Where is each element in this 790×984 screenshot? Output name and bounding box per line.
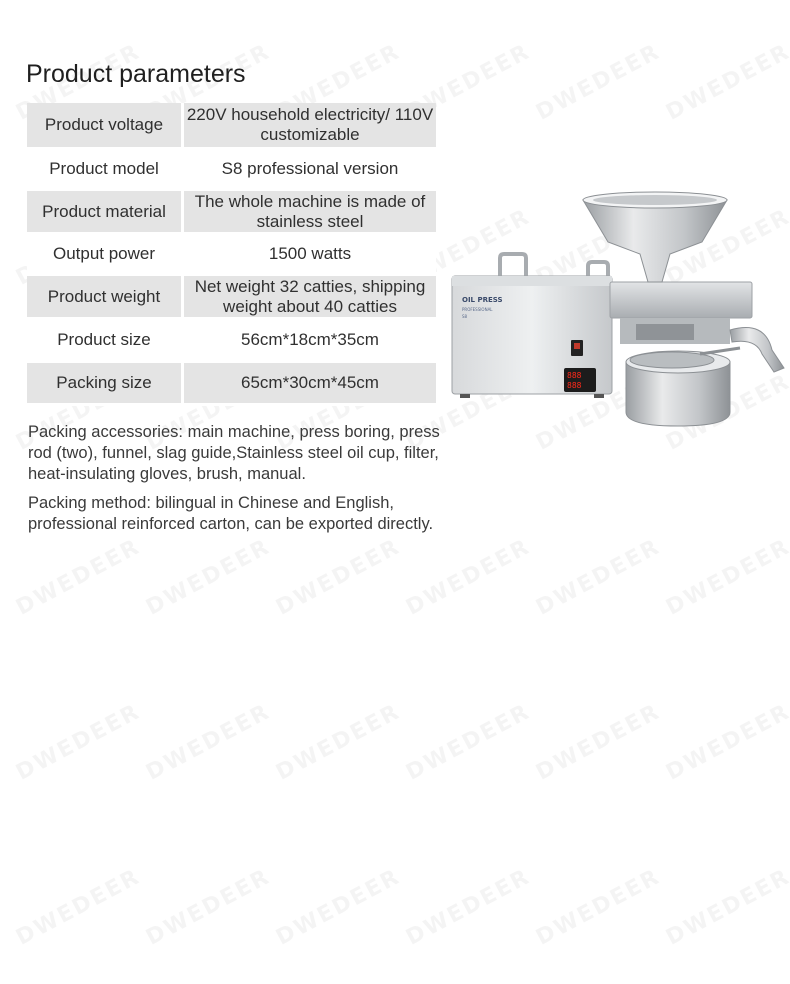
packing-accessories-text: Packing accessories: main machine, press boring, press rod (two), funnel, slag guide,Stainless steel oil cup, filter, heat-insulating gloves, brush, manual.	[28, 423, 440, 483]
table-row	[27, 191, 436, 235]
watermark-text	[532, 699, 665, 785]
watermark-text	[662, 864, 790, 950]
param-label: Product size	[27, 320, 184, 363]
param-label: Product weight	[27, 276, 184, 320]
funnel	[583, 200, 727, 282]
param-label: Output power	[27, 235, 184, 276]
table-row	[27, 235, 436, 276]
param-value: Net weight 32 catties, shipping weight about 40 catties	[184, 276, 436, 320]
watermark-text	[12, 864, 145, 950]
watermark-text	[402, 699, 535, 785]
watermark-text	[272, 699, 405, 785]
watermark-text	[532, 39, 665, 125]
machine-brand-label: OIL PRESS	[462, 296, 503, 304]
packing-method-text: Packing method: bilingual in Chinese and English, professional reinforced carton, can be exported directly.	[28, 494, 434, 533]
table-row	[27, 276, 436, 320]
oil-press-machine-image	[440, 190, 790, 435]
machine-line-label: PROFESSIONAL	[462, 307, 493, 312]
watermark-text	[402, 534, 535, 620]
watermark-text	[142, 864, 275, 950]
param-value: 1500 watts	[184, 235, 436, 276]
watermark-text	[532, 864, 665, 950]
press-housing	[610, 282, 752, 318]
param-label: Packing size	[27, 363, 184, 406]
machine-model-label: S8	[462, 314, 468, 319]
table-row	[27, 363, 436, 406]
watermark-text	[142, 534, 275, 620]
parameters-table	[27, 103, 436, 406]
table-row	[27, 103, 436, 150]
watermark-text	[12, 699, 145, 785]
param-value: 220V household electricity/ 110V customizable	[184, 103, 436, 150]
table-row	[27, 320, 436, 363]
param-value: 65cm*30cm*45cm	[184, 363, 436, 406]
param-label: Product voltage	[27, 103, 184, 150]
svg-text:888: 888	[567, 381, 582, 390]
param-label: Product material	[27, 191, 184, 235]
watermark-text	[402, 864, 535, 950]
packing-notes	[28, 422, 458, 543]
watermark-text	[662, 699, 790, 785]
param-value: 56cm*18cm*35cm	[184, 320, 436, 363]
param-value: S8 professional version	[184, 150, 436, 191]
table-row	[27, 150, 436, 191]
watermark-text	[272, 864, 405, 950]
watermark-text	[12, 534, 145, 620]
page-title: Product parameters	[26, 60, 246, 88]
svg-text:888: 888	[567, 371, 582, 380]
watermark-text	[662, 534, 790, 620]
watermark-text	[532, 534, 665, 620]
watermark-text	[142, 699, 275, 785]
param-label: Product model	[27, 150, 184, 191]
watermark-text	[662, 39, 790, 125]
param-value: The whole machine is made of stainless steel	[184, 191, 436, 235]
watermark-text	[272, 534, 405, 620]
